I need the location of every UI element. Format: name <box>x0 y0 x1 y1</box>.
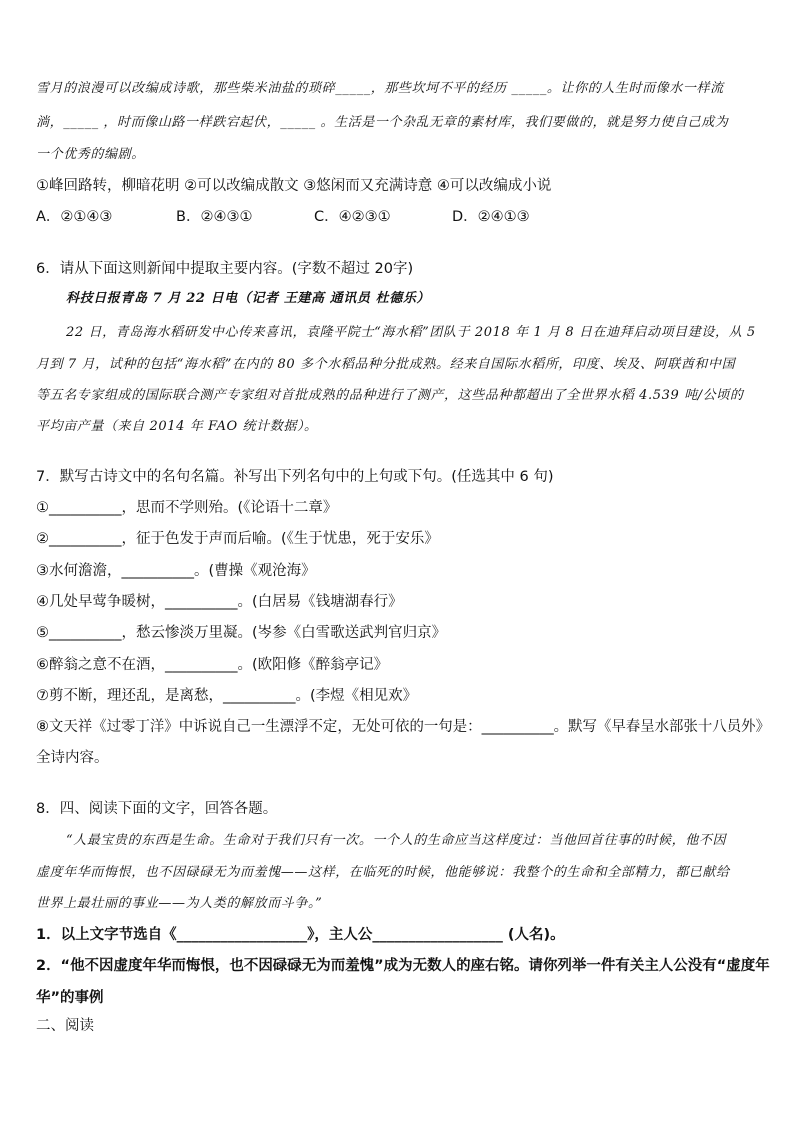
q7-item-8-continued: 全诗内容。 <box>36 750 109 766</box>
q8-sub-question-2-continued: 华”的事例 <box>36 990 104 1006</box>
q6-body-line-2: 月到 7 月，试种的包括“海水稻”在内的 80 多个水稻品种分批成熟。经来自国际水稻所，印度、埃及、阿联酋和中国 <box>36 357 736 372</box>
q5-choice-d: D．②④①③ <box>452 209 530 225</box>
q7-title: 7．默写古诗文中的名句名篇。补写出下列名句中的上句或下句。(任选其中 6 句) <box>36 469 554 485</box>
q7-item-7: ⑦剪不断，理还乱，是离愁，__________。(李煜《相见欢》 <box>36 688 418 704</box>
q7-item-5: ⑤__________，愁云惨淡万里凝。(岑参《白雪歌送武判官归京》 <box>36 625 447 641</box>
q8-quote-line-3: 世界上最壮丽的事业——为人类的解放而斗争。” <box>36 896 323 911</box>
q5-paragraph-line-1: 雪月的浪漫可以改编成诗歌，那些柴米油盐的琐碎_____，那些坎坷不平的经历 _____。让你的人生时而像水一样流 <box>36 81 724 96</box>
q7-item-1: ①__________，思而不学则殆。(《论语十二章》 <box>36 500 338 516</box>
q6-body-line-3: 等五名专家组成的国际联合测产专家组对首批成熟的品种进行了测产，这些品种都超出了全世界水稻 4.539 吨/公顷的 <box>36 388 744 403</box>
q6-dateline: 科技日报青岛 7 月 22 日电（记者 王建高 通讯员 杜德乐） <box>66 291 431 306</box>
q8-title: 8．四、阅读下面的文字，回答各题。 <box>36 801 278 817</box>
q8-quote-line-2: 虚度年华而悔恨，也不因碌碌无为而羞愧——这样，在临死的时候，他能够说：我整个的生命和全部精力，都已献给 <box>36 865 730 880</box>
q6-body-line-1: 22 日，青岛海水稻研发中心传来喜讯，袁隆平院士“海水稻”团队于 2018 年 1 月 8 日在迪拜启动项目建设，从 5 <box>66 325 756 340</box>
q5-choice-b: B．②④③① <box>176 209 253 225</box>
q5-options-line: ①峰回路转，柳暗花明 ②可以改编成散文 ③悠闲而又充满诗意 ④可以改编成小说 <box>36 178 552 194</box>
q6-title: 6．请从下面这则新闻中提取主要内容。(字数不超过 20字) <box>36 261 414 277</box>
q7-item-3: ③水何澹澹，__________。(曹操《观沧海》 <box>36 563 316 579</box>
q7-item-4: ④几处早莺争暖树，__________。(白居易《钱塘湖春行》 <box>36 594 403 610</box>
q5-choice-a: A．②①④③ <box>36 209 113 225</box>
section-2-heading: 二、阅读 <box>36 1018 94 1034</box>
q8-sub-question-2: 2．“他不因虚度年华而悔恨，也不因碌碌无为而羞愧”成为无数人的座右铭。请你列举一件有关主人公没有“虚度年 <box>36 958 770 974</box>
q8-sub-question-1: 1．以上文字节选自《__________________》，主人公__________________ (人名)。 <box>36 927 565 943</box>
q7-item-8: ⑧文天祥《过零丁洋》中诉说自己一生漂浮不定，无处可依的一句是：__________。默写《早春呈水部张十八员外》 <box>36 719 770 735</box>
q5-paragraph-line-3: 一个优秀的编剧。 <box>36 147 145 162</box>
q6-body-line-4: 平均亩产量（来自 2014 年 FAO 统计数据）。 <box>36 419 318 434</box>
q7-item-6: ⑥醉翁之意不在酒，__________。(欧阳修《醉翁亭记》 <box>36 657 389 673</box>
q5-choice-c: C．④②③① <box>314 209 391 225</box>
q8-quote-line-1: “人最宝贵的东西是生命。生命对于我们只有一次。一个人的生命应当这样度过：当他回首往事的时候，他不因 <box>66 833 727 848</box>
q5-paragraph-line-2: 淌，_____ ，时而像山路一样跌宕起伏，_____ 。生活是一个杂乱无章的素材库，我们要做的，就是努力使自己成为 <box>36 115 729 130</box>
q7-item-2: ②__________，征于色发于声而后喻。(《生于忧患，死于安乐》 <box>36 531 439 547</box>
